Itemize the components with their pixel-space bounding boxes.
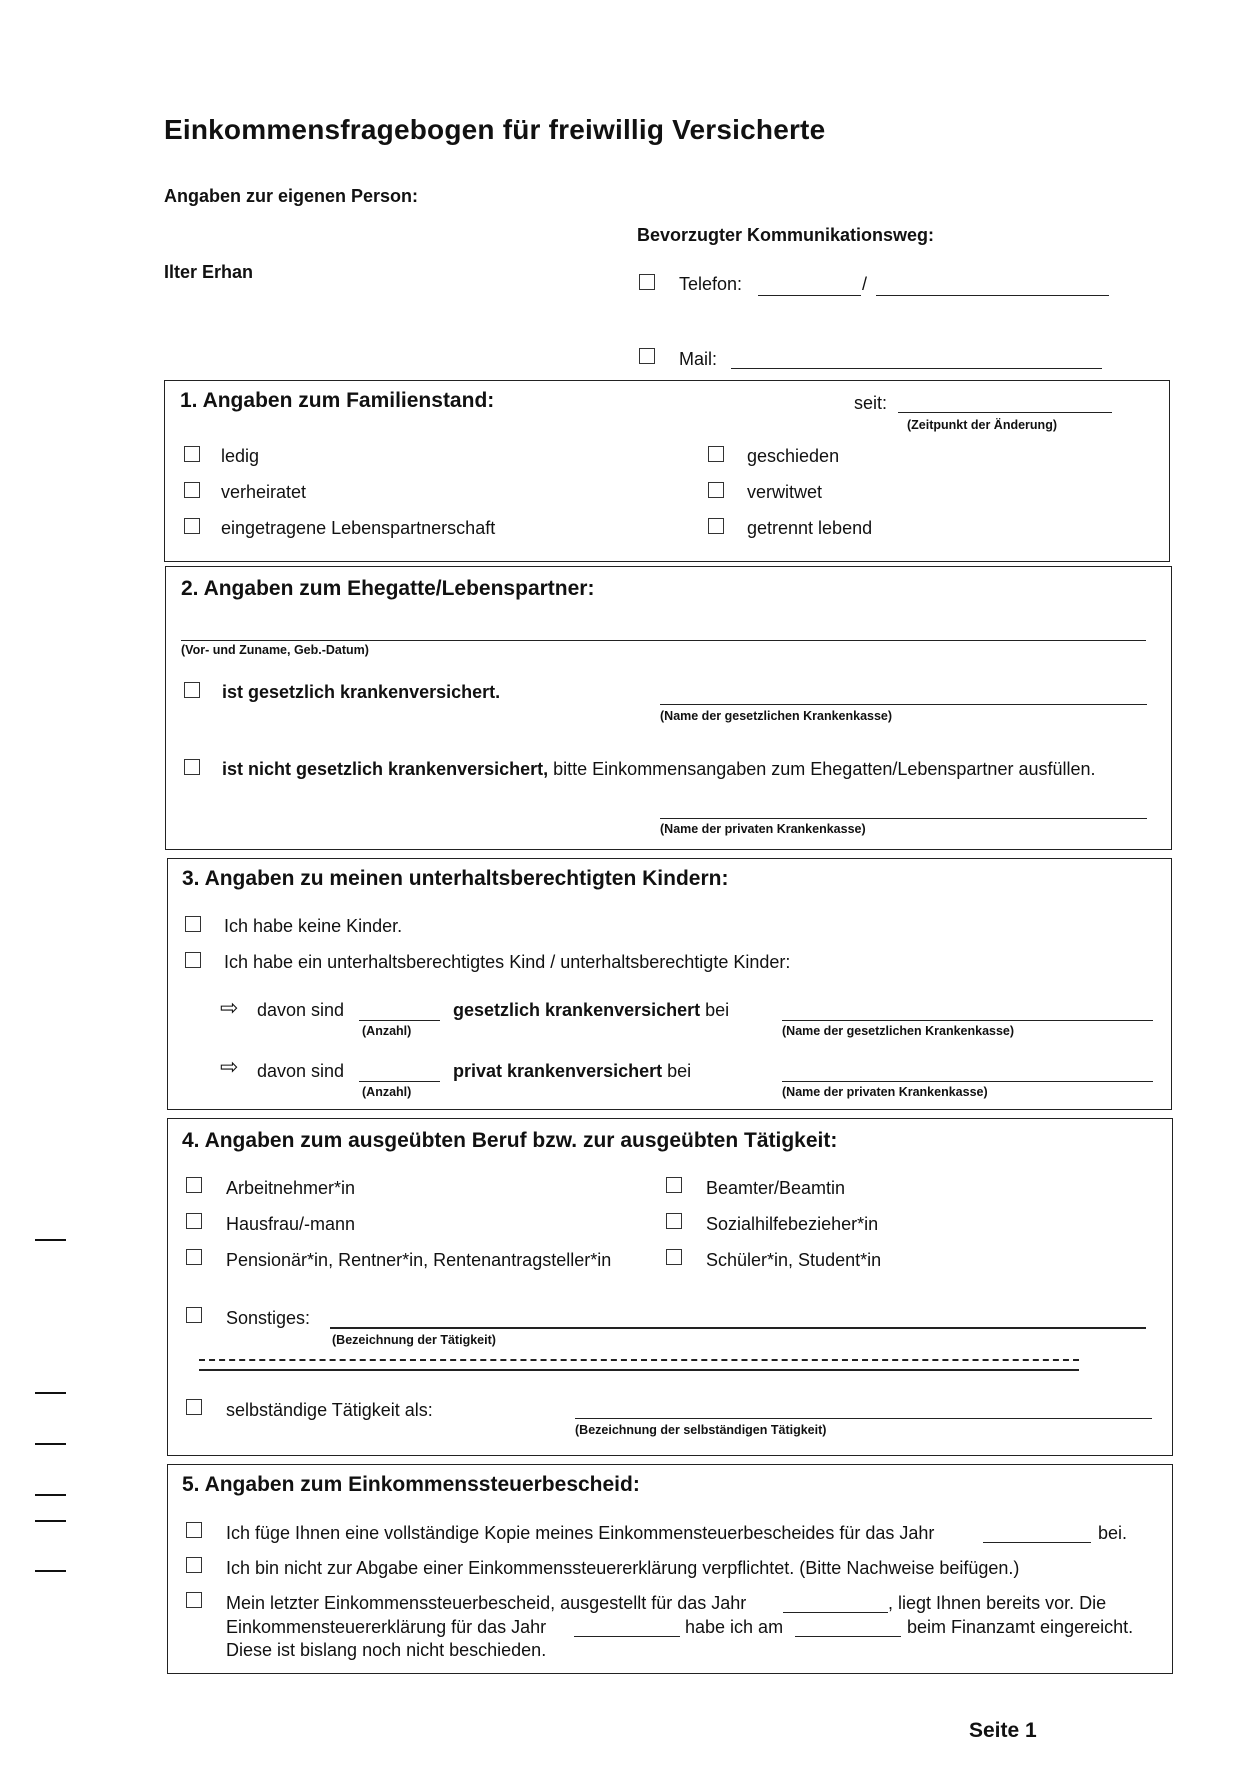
sonstiges-hint: (Bezeichnung der Tätigkeit) [332, 1333, 496, 1347]
erklaerung-jahr-field[interactable] [574, 1636, 680, 1637]
selbstaendig-label: selbständige Tätigkeit als: [226, 1400, 433, 1420]
phone-number-field[interactable] [876, 295, 1109, 296]
page-number: Seite 1 [969, 1719, 1037, 1742]
person-name: Ilter Erhan [164, 262, 254, 282]
margin-mark [35, 1494, 66, 1496]
option-kopie: Ich füge Ihnen eine vollständige Kopie meines Einkommensteuerbescheides für das Jahr [226, 1523, 935, 1543]
checkbox-schueler[interactable] [666, 1249, 682, 1265]
option-hausfrau: Hausfrau/-mann [226, 1214, 356, 1234]
option-beamter: Beamter/Beamtin [706, 1178, 846, 1198]
margin-mark [35, 1392, 66, 1394]
section3-heading: 3. Angaben zu meinen unterhaltsberechtigten Kindern: [182, 867, 729, 890]
checkbox-kopie[interactable] [186, 1522, 202, 1538]
section-kinder [167, 858, 1172, 1110]
mail-checkbox[interactable] [639, 348, 655, 364]
checkbox-gesetzlich[interactable] [184, 682, 200, 698]
checkbox-verheiratet[interactable] [184, 482, 200, 498]
option-geschieden: geschieden [747, 446, 840, 466]
since-hint: (Zeitpunkt der Änderung) [907, 418, 1057, 432]
bescheid-jahr-field[interactable] [783, 1612, 888, 1613]
checkbox-arbeitnehmer[interactable] [186, 1177, 202, 1193]
option3-line1b: , liegt Ihnen bereits vor. Die [888, 1593, 1107, 1613]
communication-heading: Bevorzugter Kommunikationsweg: [637, 225, 935, 245]
section1-heading: 1. Angaben zum Familienstand: [180, 389, 495, 412]
checkbox-selbstaendig[interactable] [186, 1399, 202, 1415]
section2-heading: 2. Angaben zum Ehegatte/Lebenspartner: [181, 577, 595, 600]
row1-text [453, 1000, 729, 1021]
option-keine-kinder: Ich habe keine Kinder. [224, 916, 403, 936]
option-lebenspartnerschaft: eingetragene Lebenspartnerschaft [221, 518, 496, 538]
since-field[interactable] [898, 412, 1112, 413]
option-nicht-gesetzlich [222, 759, 1096, 780]
selbstaendig-hint: (Bezeichnung der selbständigen Tätigkeit) [575, 1423, 827, 1437]
option-ledig: ledig [221, 446, 260, 466]
checkbox-geschieden[interactable] [708, 446, 724, 462]
row2-text [453, 1061, 691, 1082]
margin-mark [35, 1570, 66, 1572]
checkbox-verwitwet[interactable] [708, 482, 724, 498]
statutory-kasse-hint: (Name der gesetzlichen Krankenkasse) [660, 709, 893, 723]
mail-label: Mail: [679, 349, 718, 369]
option-schueler: Schüler*in, Student*in [706, 1250, 882, 1270]
section4-heading: 4. Angaben zum ausgeübten Beruf bzw. zur ausgeübten Tätigkeit: [182, 1129, 838, 1152]
row2-suffix: bei [662, 1061, 692, 1081]
margin-mark [35, 1520, 66, 1522]
option-pensionaer: Pensionär*in, Rentner*in, Rentenantragsteller*in [226, 1250, 612, 1270]
option-gesetzlich: ist gesetzlich krankenversichert. [222, 682, 501, 702]
private-kasse-hint: (Name der privaten Krankenkasse) [660, 822, 866, 836]
option-arbeitnehmer: Arbeitnehmer*in [226, 1178, 356, 1198]
option3-line3: Diese ist bislang noch nicht beschieden. [226, 1640, 547, 1660]
row2-kasse-hint: (Name der privaten Krankenkasse) [782, 1085, 988, 1099]
checkbox-letzter-bescheid[interactable] [186, 1592, 202, 1608]
checkbox-pensionaer[interactable] [186, 1249, 202, 1265]
checkbox-sozialhilfe[interactable] [666, 1213, 682, 1229]
sonstiges-field[interactable] [330, 1327, 1146, 1329]
row1-count-hint: (Anzahl) [362, 1024, 412, 1038]
row2-prefix: davon sind [257, 1061, 345, 1081]
row2-bold: privat krankenversichert [453, 1061, 663, 1081]
checkbox-nicht-verpflichtet[interactable] [186, 1557, 202, 1573]
row1-count-field[interactable] [359, 1020, 440, 1021]
row2-kasse-field[interactable] [782, 1081, 1153, 1082]
margin-mark [35, 1239, 66, 1241]
option-kopie-suffix: bei. [1098, 1523, 1128, 1543]
checkbox-kinder[interactable] [185, 952, 201, 968]
row1-bold: gesetzlich krankenversichert [453, 1000, 701, 1020]
section5-heading: 5. Angaben zum Einkommenssteuerbescheid: [182, 1473, 640, 1496]
section-ehegatte [165, 566, 1172, 850]
option-verheiratet: verheiratet [221, 482, 307, 502]
section-familienstand [164, 380, 1170, 562]
checkbox-ledig[interactable] [184, 446, 200, 462]
row1-prefix: davon sind [257, 1000, 345, 1020]
selbstaendig-field[interactable] [575, 1418, 1152, 1419]
statutory-kasse-field[interactable] [660, 704, 1147, 705]
divider-line [199, 1369, 1079, 1371]
option-sozialhilfe: Sozialhilfebezieher*in [706, 1214, 879, 1234]
option3-line2b: habe ich am [685, 1617, 784, 1637]
form-title: Einkommensfragebogen für freiwillig Versicherte [164, 114, 826, 145]
option3-line2a: Einkommensteuererklärung für das Jahr [226, 1617, 547, 1637]
mail-field[interactable] [731, 368, 1102, 369]
checkbox-lebenspartnerschaft[interactable] [184, 518, 200, 534]
option-nicht-verpflichtet: Ich bin nicht zur Abgabe einer Einkommenssteuererklärung verpflichtet. (Bitte Nachweise beifügen.) [226, 1558, 1020, 1578]
spouse-name-hint: (Vor- und Zuname, Geb.-Datum) [181, 643, 369, 657]
option-kinder: Ich habe ein unterhaltsberechtigtes Kind / unterhaltsberechtigte Kinder: [224, 952, 791, 972]
phone-area-field[interactable] [758, 295, 861, 296]
option3-line1a: Mein letzter Einkommenssteuerbescheid, ausgestellt für das Jahr [226, 1593, 747, 1613]
option-getrennt: getrennt lebend [747, 518, 873, 538]
option-nicht-gesetzlich-bold: ist nicht gesetzlich krankenversichert, [222, 759, 549, 779]
kopie-jahr-field[interactable] [983, 1542, 1091, 1543]
phone-separator: / [862, 274, 868, 294]
margin-mark [35, 1443, 66, 1445]
arrow-right-icon: ⇨ [220, 1054, 239, 1079]
checkbox-getrennt[interactable] [708, 518, 724, 534]
since-label: seit: [854, 393, 888, 413]
row2-count-hint: (Anzahl) [362, 1085, 412, 1099]
arrow-right-icon: ⇨ [220, 995, 239, 1020]
section-steuerbescheid [167, 1464, 1173, 1674]
row1-suffix: bei [700, 1000, 730, 1020]
person-heading: Angaben zur eigenen Person: [164, 186, 419, 206]
row1-kasse-field[interactable] [782, 1020, 1153, 1021]
eingereicht-datum-field[interactable] [795, 1636, 901, 1637]
option-nicht-gesetzlich-rest: bitte Einkommensangaben zum Ehegatten/Lebenspartner ausfüllen. [548, 759, 1096, 779]
phone-label: Telefon: [679, 274, 743, 294]
checkbox-hausfrau[interactable] [186, 1213, 202, 1229]
row2-count-field[interactable] [359, 1081, 440, 1082]
spouse-name-field[interactable] [181, 640, 1146, 641]
checkbox-sonstiges[interactable] [186, 1307, 202, 1323]
option3-line2c: beim Finanzamt eingereicht. [907, 1617, 1134, 1637]
checkbox-beamter[interactable] [666, 1177, 682, 1193]
section-beruf [167, 1118, 1173, 1456]
sonstiges-label: Sonstiges: [226, 1308, 311, 1328]
private-kasse-field[interactable] [660, 818, 1147, 819]
checkbox-nicht-gesetzlich[interactable] [184, 759, 200, 775]
phone-checkbox[interactable] [639, 274, 655, 290]
checkbox-keine-kinder[interactable] [185, 916, 201, 932]
dashed-divider [199, 1359, 1079, 1361]
option-verwitwet: verwitwet [747, 482, 823, 502]
row1-kasse-hint: (Name der gesetzlichen Krankenkasse) [782, 1024, 1015, 1038]
